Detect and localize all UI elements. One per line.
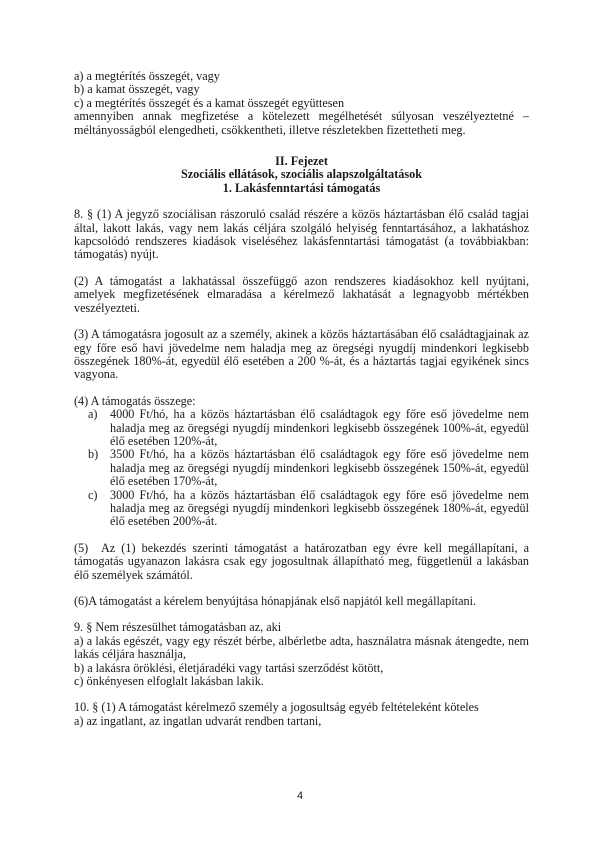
- para-title: (4) A támogatás összege:: [74, 393, 196, 408]
- amount-item-b: [88, 448, 529, 488]
- para-label: (5): [74, 540, 89, 555]
- text-line: egy főre eső havi jövedelme nem haladja meg az öregségi nyugdíj mindenkori legkisebb: [74, 340, 529, 355]
- text-line: c) önkényesen elfoglalt lakásban lakik.: [74, 674, 264, 689]
- section-title: 1. Lakásfenntartási támogatás: [222, 180, 381, 195]
- item-label: b): [88, 447, 99, 462]
- text-line: összegének 180%-át, egyedül élő esetében a 200 %-át, és a háztartás tagjai egyikének sincs: [74, 353, 529, 368]
- text-line: 10. § (1) A támogatást kérelmező személy a jogosultság egyéb feltételeként köteles: [74, 700, 479, 715]
- text-line: 4000 Ft/hó, ha a közös háztartásban élő családtagok egy főre eső jövedelme nem: [110, 407, 529, 422]
- text-line: b) a lakásra öröklési, életjáradéki vagy tartási szerződést kötött,: [74, 660, 384, 675]
- text-line: élő esetében 120%-át,: [110, 433, 218, 448]
- chapter-number: II. Fejezet: [275, 154, 328, 169]
- chapter-heading: [74, 155, 529, 195]
- text-line: a) a lakás egészét, vagy egy részét bérbe, albérletbe adta, használatra másnak átengedte, nem: [74, 633, 529, 648]
- text-line: Az (1) bekezdés szerinti támogatást a határozatban egy évre kell megállapítani, a: [101, 540, 529, 555]
- chapter-title: Szociális ellátások, szociális alapszolgáltatások: [180, 167, 423, 182]
- amount-item-c: [88, 489, 529, 529]
- text-line: támogatás ugyanazon lakásra csak egy jogosultnak állapítható meg, függetlenül a lakásban: [74, 554, 529, 569]
- text-line: vagyona.: [74, 367, 119, 382]
- text-line: élő esetében 200%-át.: [110, 514, 218, 529]
- section-8-para-3: [74, 328, 529, 382]
- intro-line: c) a megtérítés összegét és a kamat összegét együttesen: [74, 95, 345, 110]
- amount-item-a: [88, 408, 529, 448]
- section-8-para-2: [74, 275, 529, 315]
- text-line: haladja meg az öregségi nyugdíj mindenkori legkisebb összegének 100%-át, egyedül: [110, 420, 529, 435]
- text-line: élő személyek számától.: [74, 567, 193, 582]
- text-line: (2) A támogatást a lakhatással összefüggő azon rendszeres kiadásokhoz kell nyújtani,: [74, 273, 529, 288]
- intro-block: [74, 70, 529, 137]
- text-line: által, lakott lakás, vagy nem lakás céljára szolgáló helyiség fenntartásához, a lakhatáshoz: [74, 220, 529, 235]
- section-8-para-6: [74, 595, 529, 608]
- intro-line: b) a kamat összegét, vagy: [74, 82, 200, 97]
- text-line: haladja meg az öregségi nyugdíj mindenkori legkisebb összegének 150%-át, egyedül: [110, 460, 529, 475]
- item-label: c): [88, 487, 98, 502]
- text-line: veszélyezteti.: [74, 300, 140, 315]
- text-line: 8. § (1) A jegyző szociálisan rászoruló család részére a közös háztartásban élő család tagjai: [74, 207, 529, 222]
- text-line: (3) A támogatásra jogosult az a személy, akinek a közös háztartásában élő családtagjainak az: [74, 327, 529, 342]
- text-line: kapcsolódó rendszeres kiadások viseléséhez lakásfenntartási támogatást (a továbbiakban:: [74, 234, 529, 249]
- text-line: haladja meg az öregségi nyugdíj mindenkori legkisebb összegének 180%-át, egyedül: [110, 500, 529, 515]
- section-8-para-4: [74, 395, 529, 529]
- amount-list: [74, 408, 529, 529]
- intro-line: amennyiben annak megfizetése a kötelezett megélhetését súlyosan veszélyeztetné –: [74, 109, 529, 124]
- section-8-para-1: [74, 208, 529, 262]
- section-9: [74, 621, 529, 688]
- text-line: élő esetében 170%-át,: [110, 474, 218, 489]
- document-page: [74, 70, 529, 741]
- intro-line: a) a megtérítés összegét, vagy: [74, 69, 220, 83]
- text-line: 3500 Ft/hó, ha a közös háztartásban élő családtagok egy főre eső jövedelme nem: [110, 447, 529, 462]
- page-number: 4: [296, 790, 304, 802]
- text-line: (6)A támogatást a kérelem benyújtása hónapjának első napjától kell megállapítani.: [74, 594, 477, 608]
- text-line: 3000 Ft/hó, ha a közös háztartásban élő családtagok egy főre eső jövedelme nem: [110, 487, 529, 502]
- section-10: [74, 701, 529, 728]
- text-line: 9. § Nem részesülhet támogatásban az, aki: [74, 620, 282, 635]
- intro-line: méltányosságból elengedheti, csökkentheti, illetve részletekben fizettetheti meg.: [74, 122, 466, 137]
- section-8-para-5: [74, 542, 529, 582]
- text-line: lakás céljára használja,: [74, 647, 186, 662]
- text-line: amelyek megfizetésének elmaradása a kérelmező lakhatását a legnagyobb mértékben: [74, 287, 529, 302]
- text-line: támogatás) nyújt.: [74, 247, 159, 262]
- text-line: a) az ingatlant, az ingatlan udvarát rendben tartani,: [74, 713, 322, 728]
- item-label: a): [88, 407, 98, 422]
